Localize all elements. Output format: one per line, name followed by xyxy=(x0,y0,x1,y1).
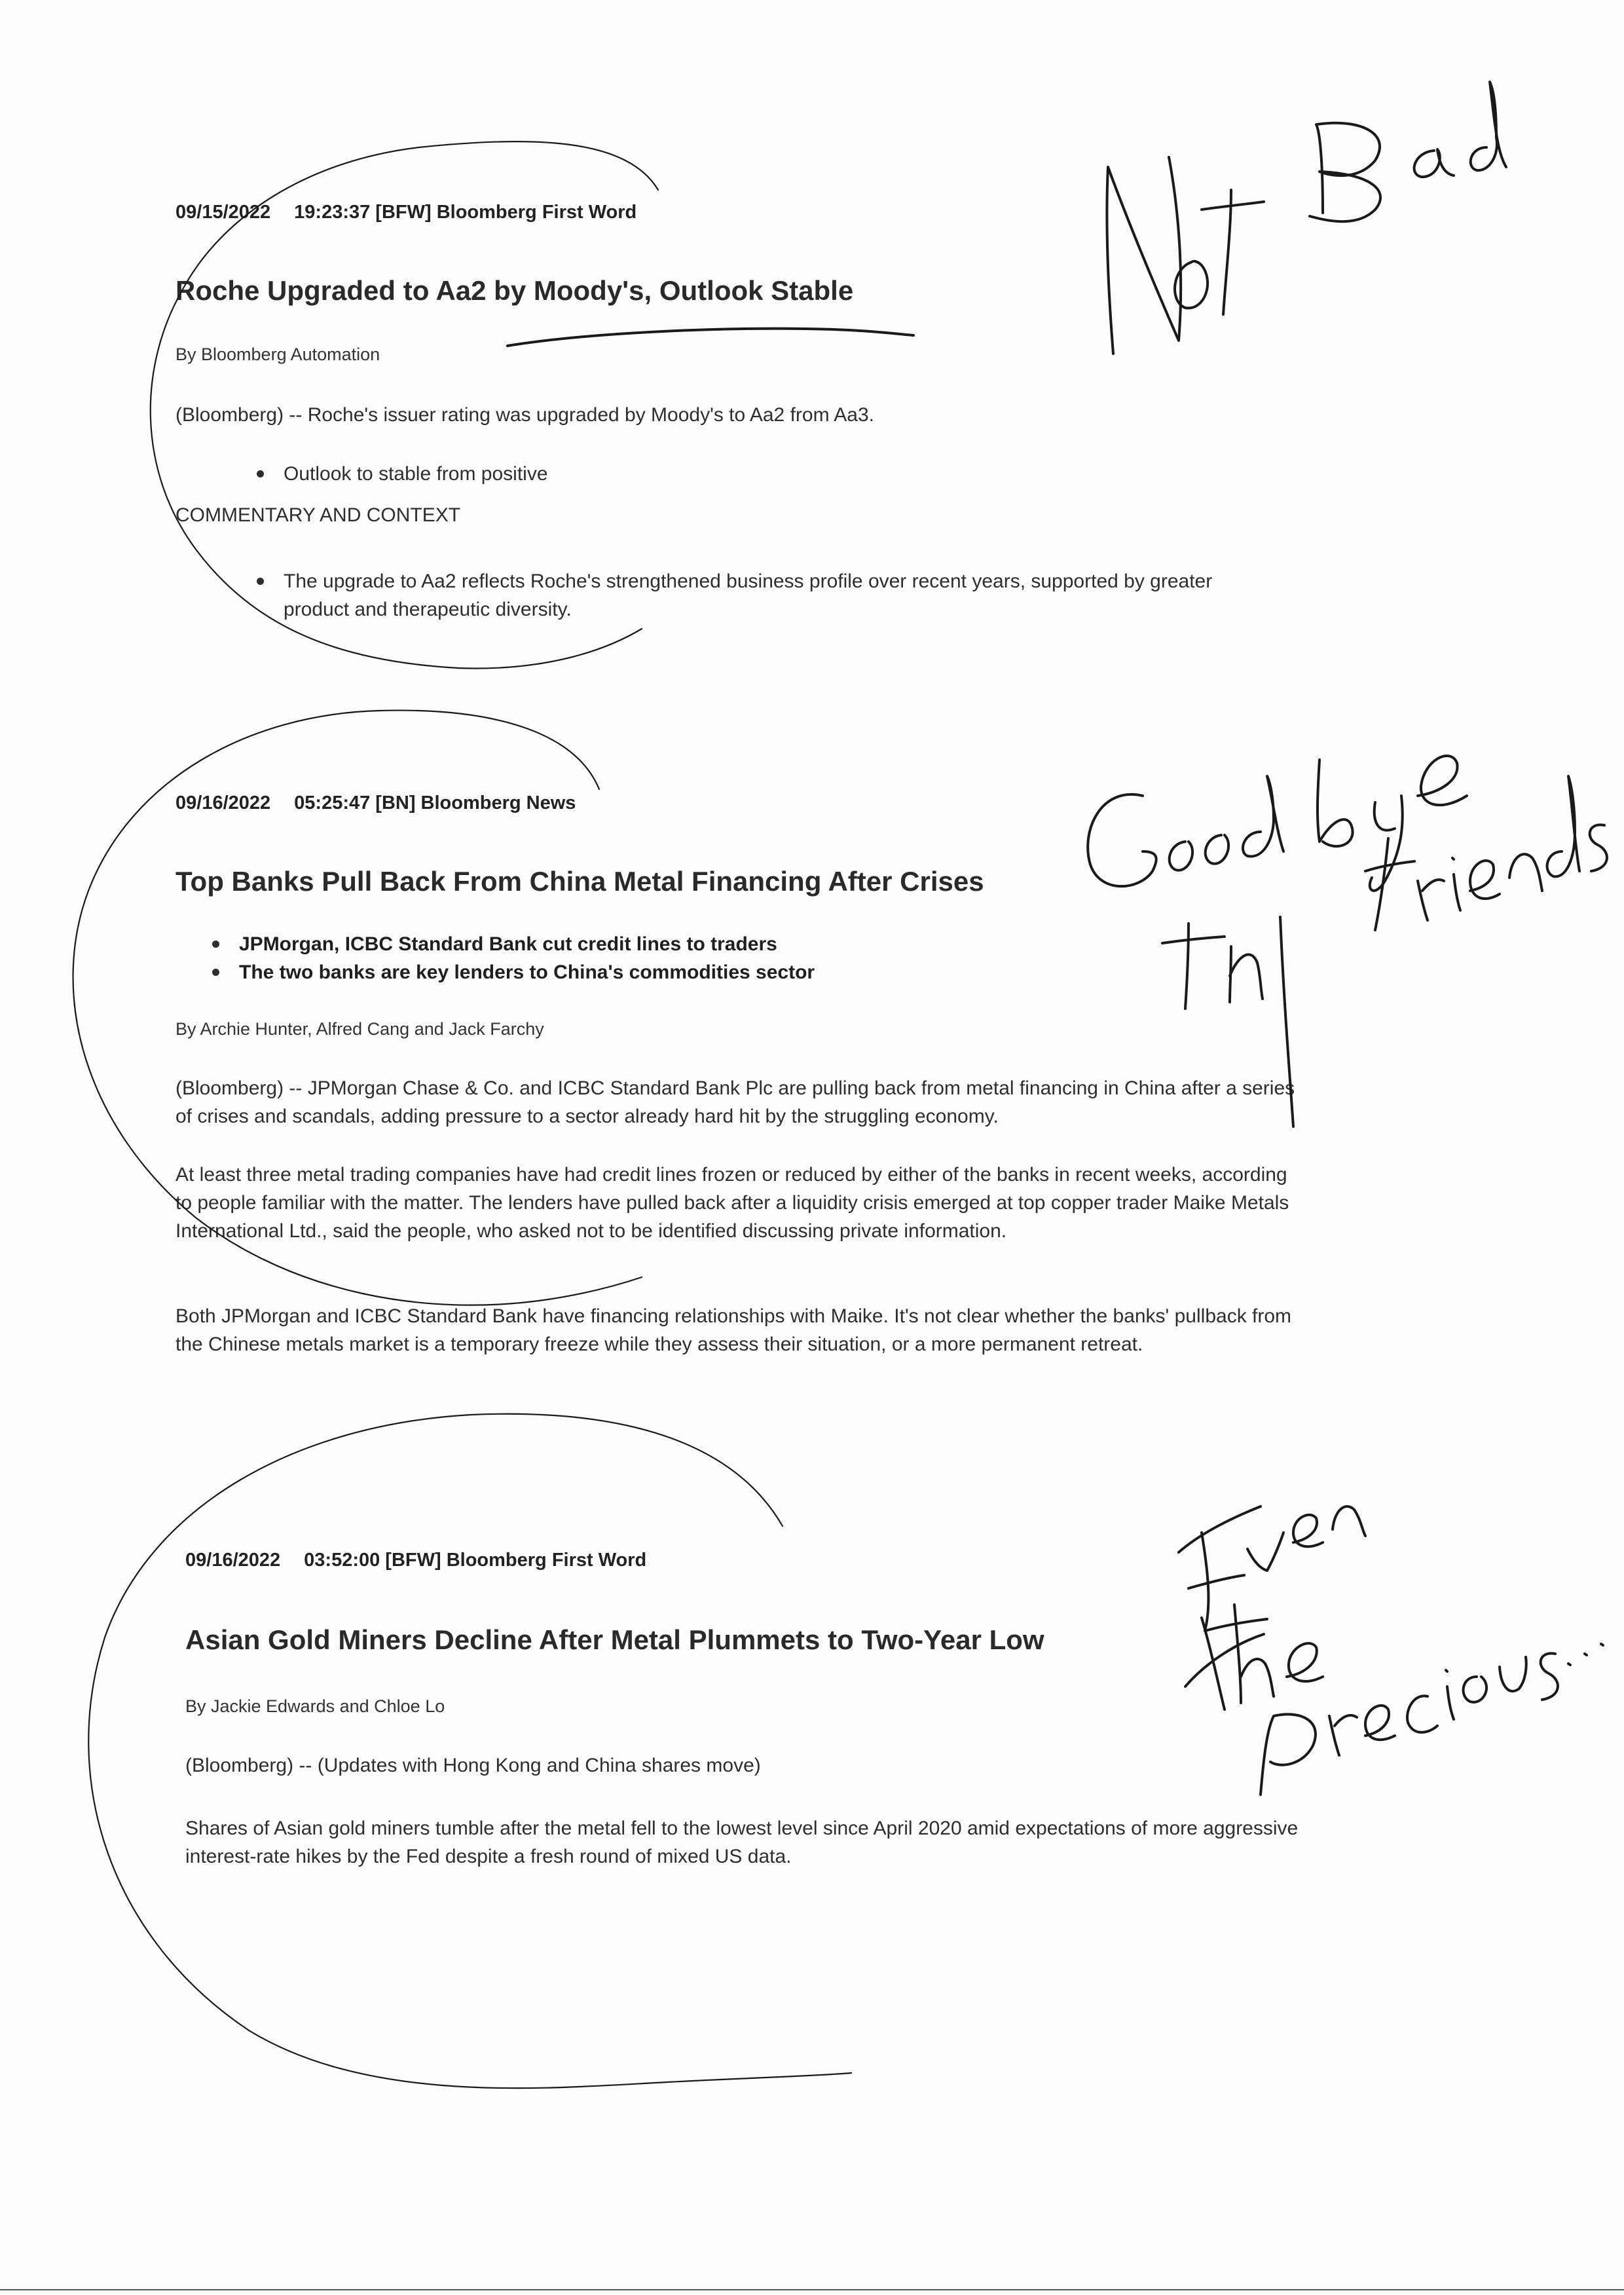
article-lead xyxy=(175,401,1302,429)
paragraph: Both JPMorgan and ICBC Standard Bank have financing relationships with Maike. It's not clear whether the banks' pullback from the Chinese metals market is a temporary freeze while they assess their situation, or a more permanent retreat. xyxy=(175,1305,1292,1355)
article-lead xyxy=(185,1751,1312,1780)
bullet-list xyxy=(254,567,1249,624)
article-date: 09/15/2022 xyxy=(175,202,271,223)
article-date: 09/16/2022 xyxy=(175,793,271,813)
list-item: JPMorgan, ICBC Standard Bank cut credit lines to traders xyxy=(210,930,815,958)
article-paragraph xyxy=(175,1161,1302,1245)
handwritten-note-goodbye xyxy=(1088,756,1607,1127)
paragraph: (Bloomberg) -- (Updates with Hong Kong and China shares move) xyxy=(185,1755,761,1776)
list-item: The upgrade to Aa2 reflects Roche's strengthened business profile over recent years, supported by greater product and therapeutic diversity. xyxy=(254,567,1249,624)
article-time-source: 05:25:47 [BN] Bloomberg News xyxy=(294,793,576,813)
paragraph: (Bloomberg) -- Roche's issuer rating was upgraded by Moody's to Aa2 from Aa3. xyxy=(175,404,874,426)
article-headline: Asian Gold Miners Decline After Metal Plummets to Two-Year Low xyxy=(185,1624,1044,1655)
bullet-list xyxy=(254,460,548,488)
article-meta xyxy=(175,793,576,814)
section-heading: COMMENTARY AND CONTEXT xyxy=(175,504,461,526)
article-byline: By Bloomberg Automation xyxy=(175,345,380,364)
article-meta xyxy=(185,1550,646,1571)
article-headline: Roche Upgraded to Aa2 by Moody's, Outlook Stable xyxy=(175,275,854,306)
page-bottom-edge xyxy=(0,2289,1624,2290)
handwritten-note-not-bad xyxy=(1107,82,1506,354)
article-time-source: 03:52:00 [BFW] Bloomberg First Word xyxy=(304,1550,647,1571)
list-item: Outlook to stable from positive xyxy=(254,460,548,488)
article-paragraph xyxy=(175,1302,1302,1358)
article-headline: Top Banks Pull Back From China Metal Financing After Crises xyxy=(175,866,984,897)
article-paragraph xyxy=(175,1074,1302,1130)
article-paragraph xyxy=(185,1814,1299,1871)
article-time-source: 19:23:37 [BFW] Bloomberg First Word xyxy=(294,202,637,223)
article-byline: By Archie Hunter, Alfred Cang and Jack Farchy xyxy=(175,1019,544,1039)
paragraph: Shares of Asian gold miners tumble after the metal fell to the lowest level since April 2020 amid expectations of more aggressive interest-rate hikes by the Fed despite a fresh round of mixed US data. xyxy=(185,1818,1299,1867)
article-byline: By Jackie Edwards and Chloe Lo xyxy=(185,1696,445,1716)
article-meta xyxy=(175,202,637,223)
paragraph: (Bloomberg) -- JPMorgan Chase & Co. and ICBC Standard Bank Plc are pulling back from metal financing in China after a series of crises and scandals, adding pressure to a sector already hard hit by the struggling economy. xyxy=(175,1077,1295,1127)
list-item: The two banks are key lenders to China's commodities sector xyxy=(210,958,815,986)
ink-underline-1 xyxy=(507,329,913,346)
article-date: 09/16/2022 xyxy=(185,1550,281,1571)
paragraph: At least three metal trading companies have had credit lines frozen or reduced by either of the banks in recent weeks, according to people familiar with the matter. The lenders have pulled back after a liquidity crisis emerged at top copper trader Maike Metals International Ltd., said the people, who asked not to be identified discussing private information. xyxy=(175,1164,1289,1242)
bullet-list xyxy=(210,930,815,986)
